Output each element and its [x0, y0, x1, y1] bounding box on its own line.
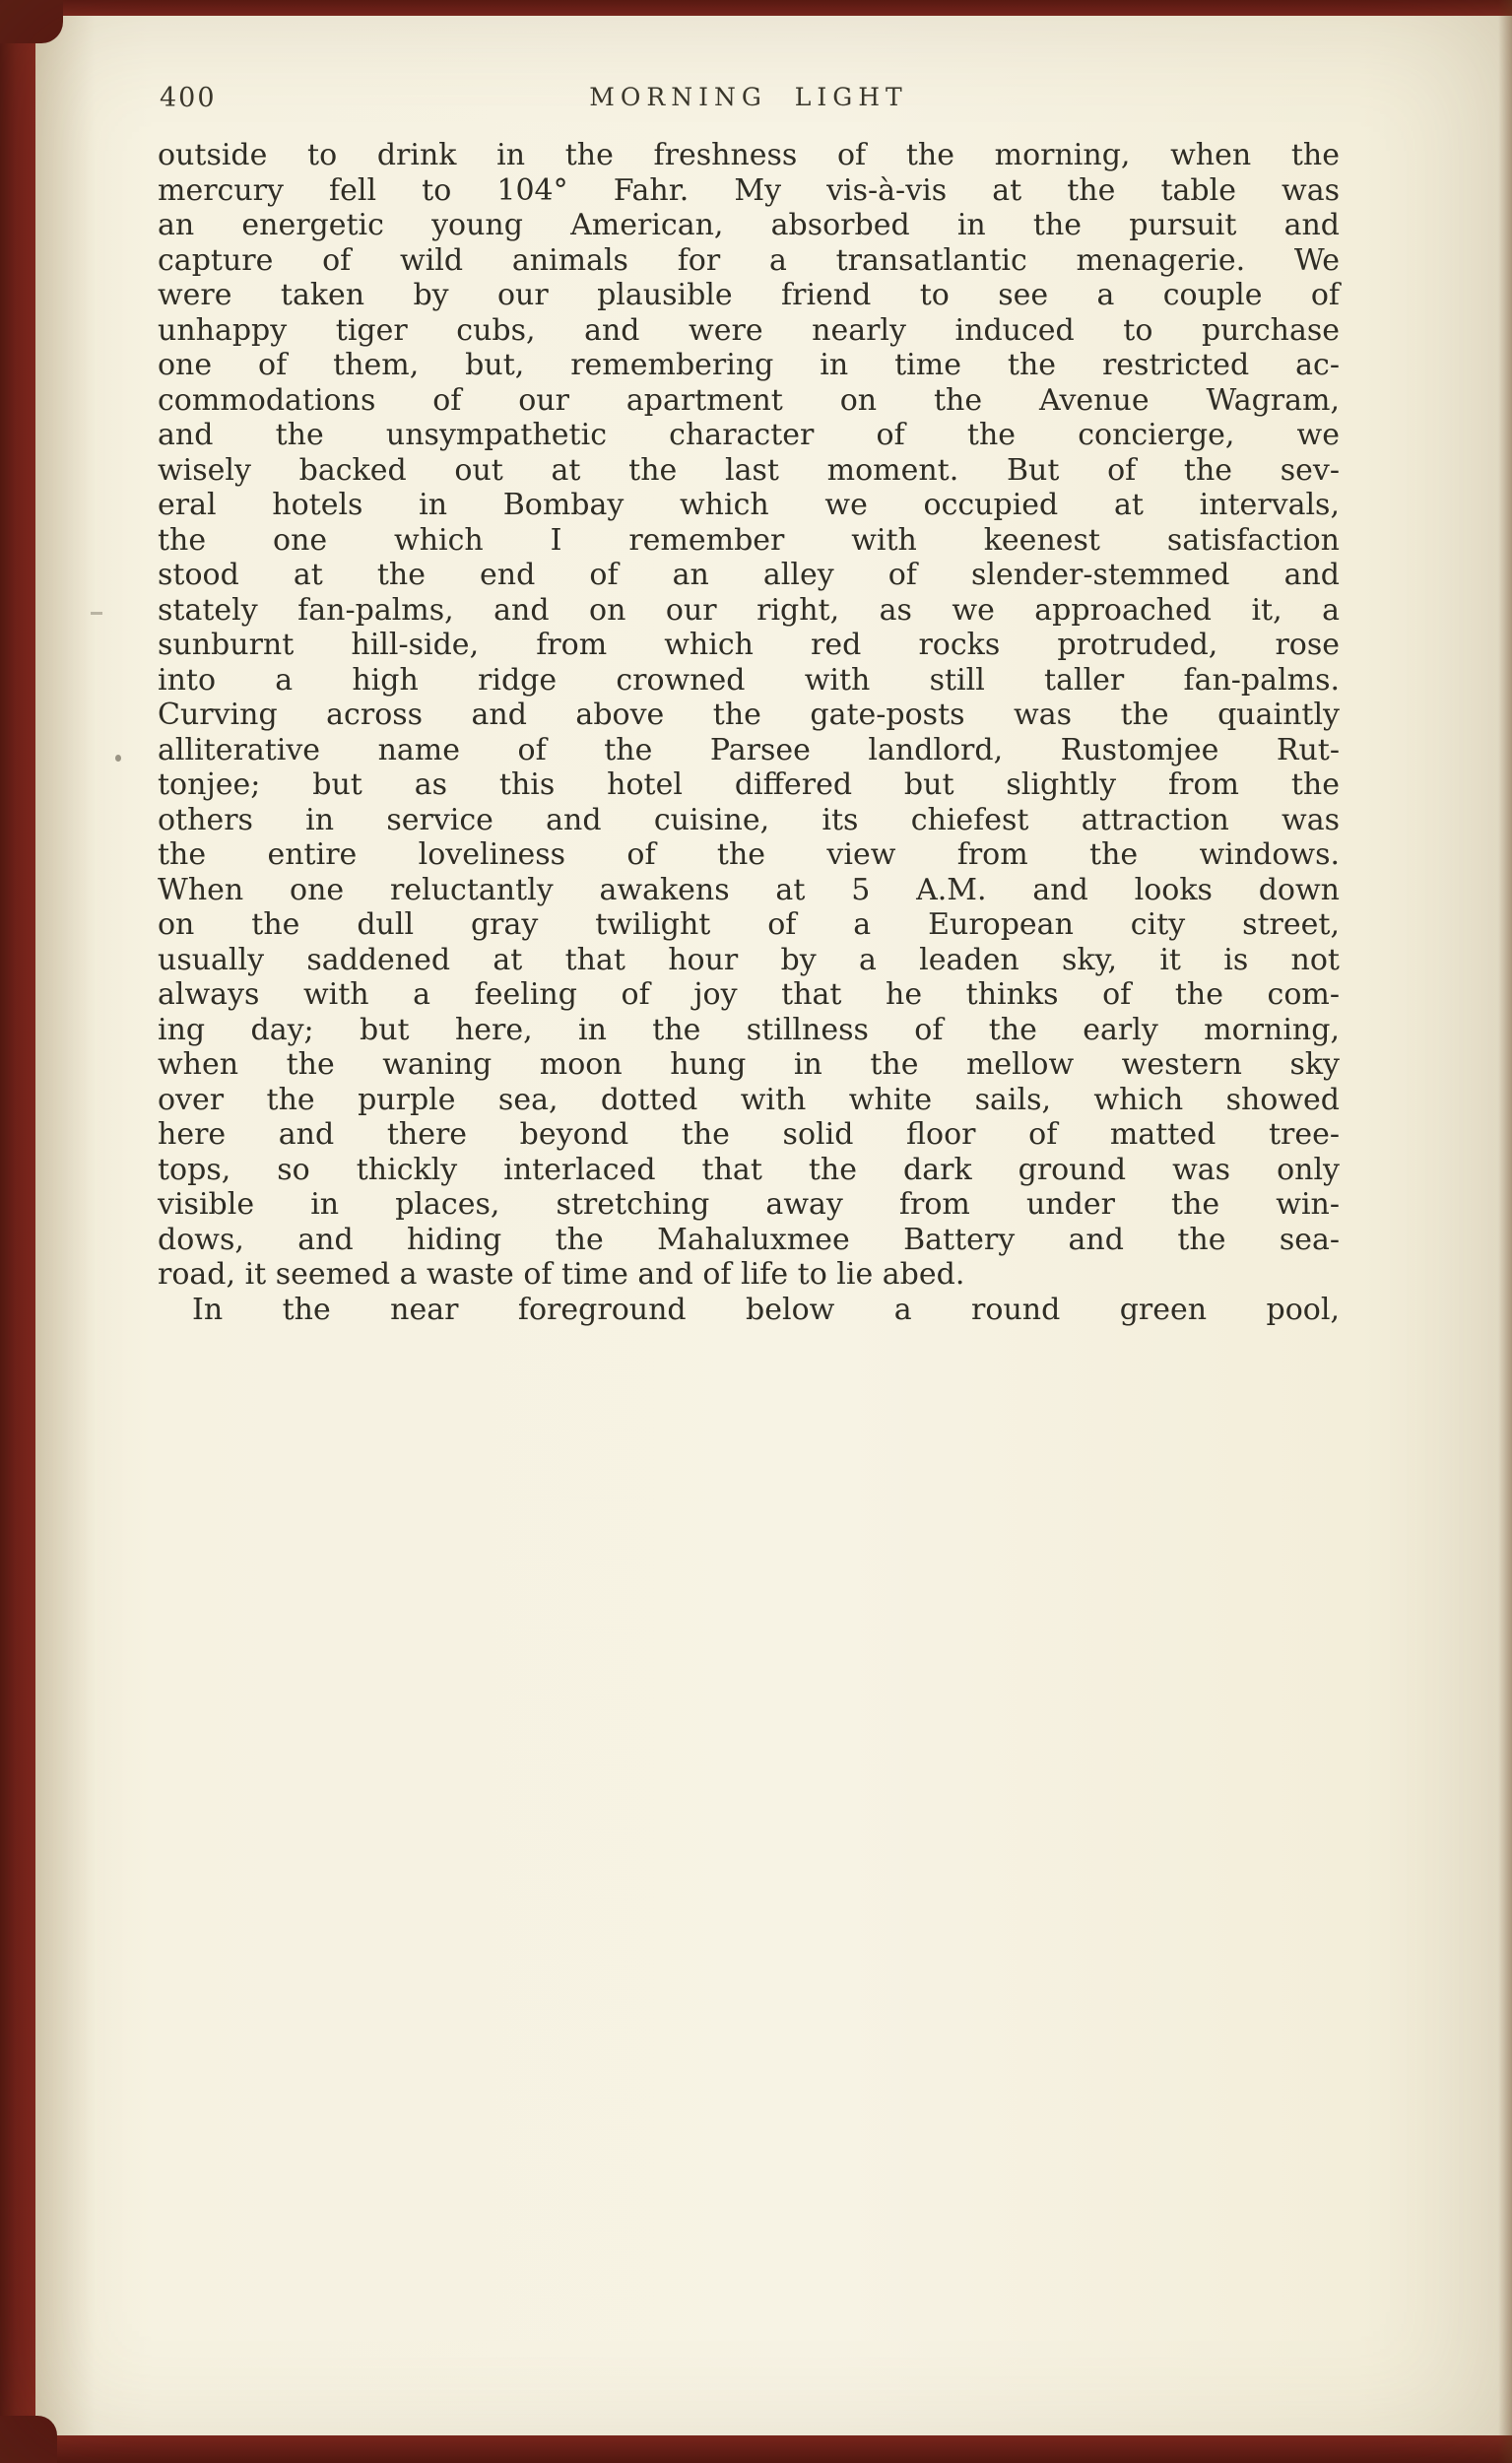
text-line: one of them, but, remembering in time the restricted ac- [158, 348, 1340, 382]
text-line: mercury fell to 104° Fahr. My vis-à-vis at the table was [158, 172, 1340, 208]
page-right-shadow [1498, 0, 1512, 2463]
text-line: tops, so thickly interlaced that the dark ground was only [158, 1152, 1340, 1187]
text-line: on the dull gray twilight of a European city street, [158, 907, 1340, 942]
text-line: into a high ridge crowned with still taller fan-palms. [158, 662, 1340, 698]
text-line: When one reluctantly awakens at 5 A.M. and looks down [158, 872, 1340, 907]
text-line: the entire loveliness of the view from the windows. [158, 837, 1340, 872]
text-line: wisely backed out at the last moment. But of the sev- [158, 452, 1340, 488]
text-line: eral hotels in Bombay which we occupied at intervals, [158, 488, 1340, 522]
text-line: sunburnt hill-side, from which red rocks protruded, rose [158, 628, 1340, 662]
scan-speck [91, 612, 102, 615]
book-cover-edge-top [0, 0, 1512, 16]
page-number: 400 [160, 83, 217, 113]
text-line: others in service and cuisine, its chiefest attraction was [158, 802, 1340, 837]
text-line: commodations of our apartment on the Avenue Wagram, [158, 382, 1340, 418]
running-header: MORNING LIGHT [589, 83, 908, 111]
text-line: dows, and hiding the Mahaluxmee Battery and the sea- [158, 1222, 1340, 1257]
book-cover-corner-top-left [0, 0, 63, 43]
text-line: capture of wild animals for a transatlantic menagerie. We [158, 242, 1340, 278]
text-line: stood at the end of an alley of slender-stemmed and [158, 558, 1340, 592]
book-cover-corner-bottom-left [0, 2416, 57, 2463]
text-line: when the waning moon hung in the mellow western sky [158, 1047, 1340, 1082]
text-line: ing day; but here, in the stillness of the early morning, [158, 1012, 1340, 1047]
book-cover-edge-left [0, 0, 35, 2463]
text-line: here and there beyond the solid floor of matted tree- [158, 1117, 1340, 1152]
scan-speck [115, 755, 121, 762]
text-line: visible in places, stretching away from under the win- [158, 1187, 1340, 1222]
text-line: usually saddened at that hour by a leaden sky, it is not [158, 942, 1340, 977]
text-line: alliterative name of the Parsee landlord, Rustomjee Rut- [158, 732, 1340, 767]
text-line: unhappy tiger cubs, and were nearly induced to purchase [158, 312, 1340, 348]
text-line: the one which I remember with keenest satisfaction [158, 522, 1340, 558]
text-line: always with a feeling of joy that he thinks of the com- [158, 977, 1340, 1012]
text-line: were taken by our plausible friend to see a couple of [158, 278, 1340, 312]
text-line: over the purple sea, dotted with white sails, which showed [158, 1082, 1340, 1117]
text-line: stately fan-palms, and on our right, as we approached it, a [158, 592, 1340, 628]
text-block [158, 138, 1340, 1327]
text-line: and the unsympathetic character of the concierge, we [158, 418, 1340, 452]
book-cover-edge-bottom [0, 2435, 1512, 2463]
text-line: an energetic young American, absorbed in the pursuit and [158, 208, 1340, 242]
paper-gutter-shade [35, 0, 95, 2463]
text-line: outside to drink in the freshness of the morning, when the [158, 138, 1340, 172]
text-line: Curving across and above the gate-posts was the quaintly [158, 698, 1340, 732]
text-line: road, it seemed a waste of time and of life to lie abed. [158, 1257, 965, 1292]
text-line: In the near foreground below a round green pool, [192, 1292, 1340, 1327]
text-line: tonjee; but as this hotel differed but slightly from the [158, 767, 1340, 802]
